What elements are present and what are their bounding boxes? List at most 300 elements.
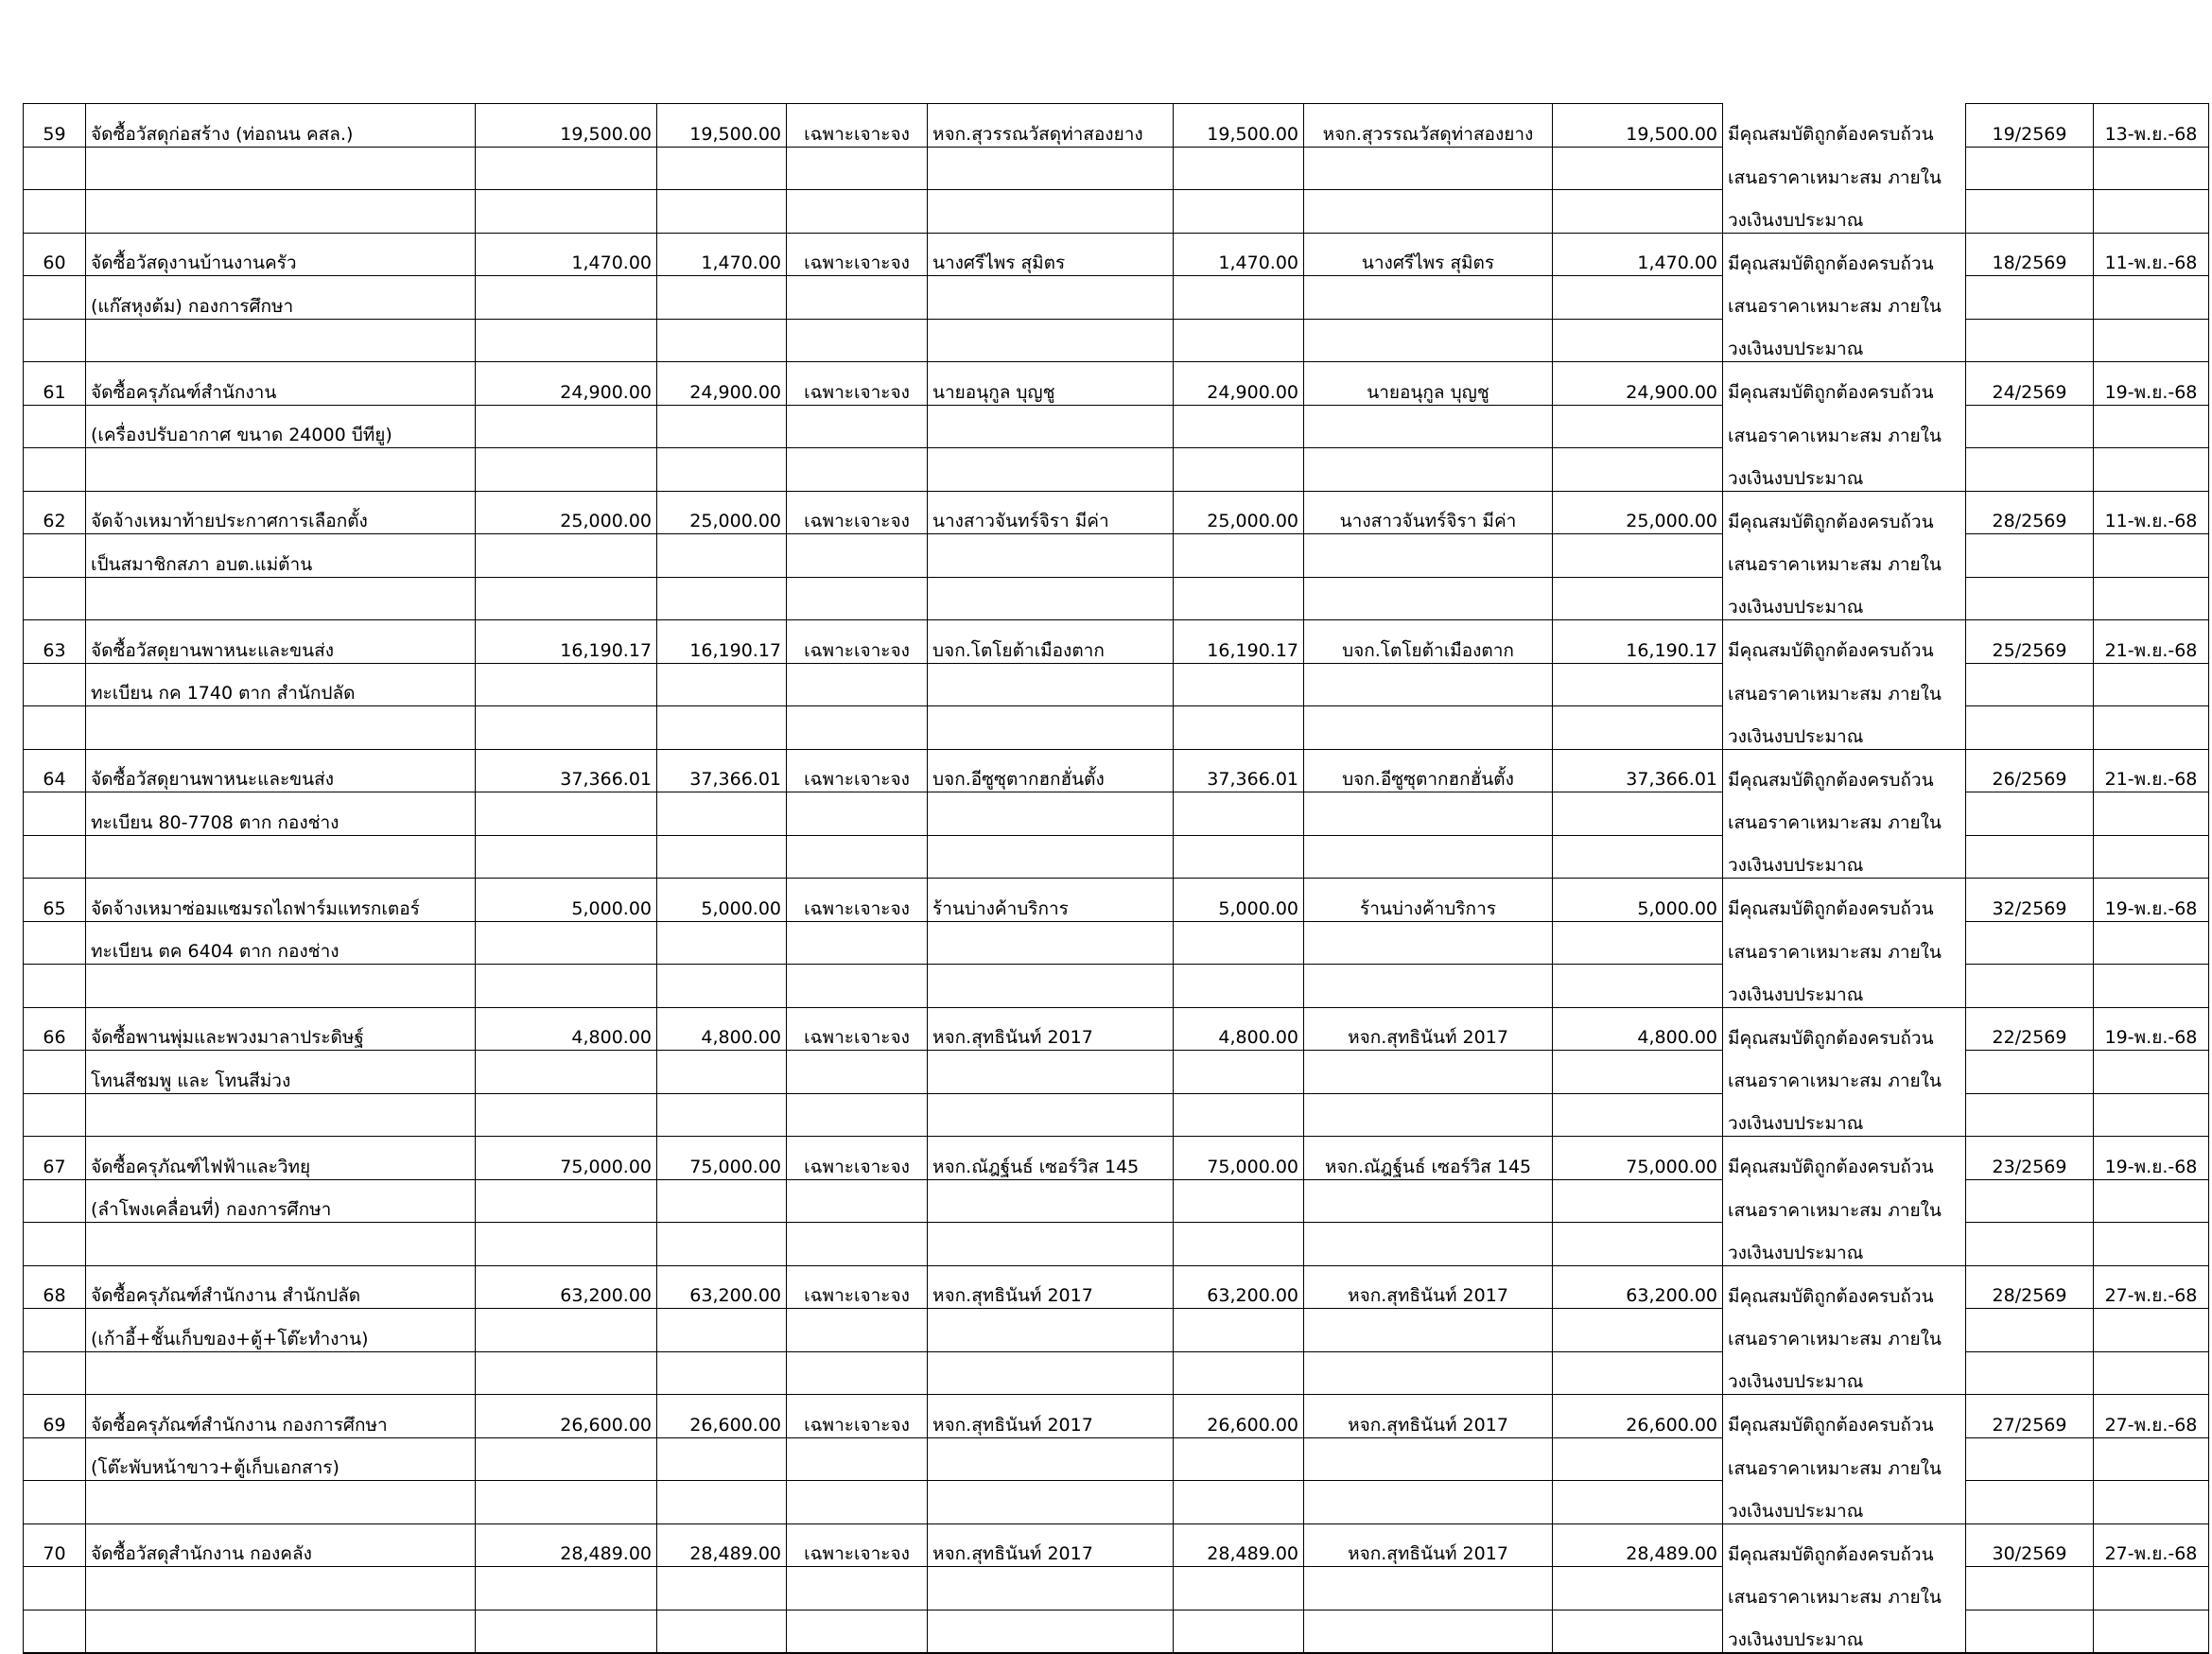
table-row (24, 577, 2209, 620)
cell-number: 63 (24, 620, 86, 664)
cell-bid-price: 4,800.00 (1174, 1007, 1304, 1051)
cell-bid-price: 28,489.00 (1174, 1523, 1304, 1567)
cell-budget (476, 706, 657, 750)
cell-bid-price (1174, 534, 1304, 578)
cell-item: เป็นสมาชิกสภา อบต.แม่ต้าน (86, 534, 476, 578)
cell-winner (1304, 190, 1553, 234)
cell-date (2094, 1481, 2209, 1524)
cell-date (2094, 1567, 2209, 1610)
cell-date (2094, 706, 2209, 750)
cell-winner (1304, 1481, 1553, 1524)
cell-remark: เสนอราคาเหมาะสม ภายใน (1723, 1179, 1966, 1223)
cell-method (787, 319, 928, 362)
cell-item: ทะเบียน 80-7708 ตาก กองช่าง (86, 792, 476, 836)
cell-budget: 26,600.00 (476, 1395, 657, 1438)
cell-winner (1304, 405, 1553, 448)
cell-remark: วงเงินงบประมาณ (1723, 1223, 1966, 1266)
cell-remark: เสนอราคาเหมาะสม ภายใน (1723, 534, 1966, 578)
cell-bid-price: 24,900.00 (1174, 362, 1304, 406)
cell-bidder (928, 147, 1174, 190)
procurement-table (23, 103, 2209, 1654)
cell-win-price: 5,000.00 (1553, 879, 1723, 922)
table-row (24, 792, 2209, 836)
cell-median-price (657, 1223, 787, 1266)
cell-median-price: 26,600.00 (657, 1395, 787, 1438)
cell-median-price: 25,000.00 (657, 491, 787, 534)
cell-budget (476, 276, 657, 320)
cell-bid-price (1174, 577, 1304, 620)
cell-winner: หจก.สุทธินันท์ 2017 (1304, 1395, 1553, 1438)
cell-win-price (1553, 1481, 1723, 1524)
cell-budget: 24,900.00 (476, 362, 657, 406)
table-row (24, 921, 2209, 965)
cell-remark: วงเงินงบประมาณ (1723, 706, 1966, 750)
cell-median-price: 1,470.00 (657, 233, 787, 276)
cell-bidder (928, 190, 1174, 234)
table-row (24, 448, 2209, 492)
cell-number: 70 (24, 1523, 86, 1567)
cell-bidder: นางศรีไพร สุมิตร (928, 233, 1174, 276)
cell-number (24, 190, 86, 234)
cell-contract-no (1966, 1223, 2094, 1266)
cell-item: จัดซื้อครุภัณฑ์สำนักงาน (86, 362, 476, 406)
cell-number (24, 835, 86, 879)
cell-remark: วงเงินงบประมาณ (1723, 1481, 1966, 1524)
cell-winner: นางศรีไพร สุมิตร (1304, 233, 1553, 276)
cell-remark: เสนอราคาเหมาะสม ภายใน (1723, 147, 1966, 190)
cell-method (787, 534, 928, 578)
cell-contract-no (1966, 1481, 2094, 1524)
cell-date (2094, 1351, 2209, 1395)
cell-median-price (657, 921, 787, 965)
cell-contract-no (1966, 1309, 2094, 1352)
cell-contract-no (1966, 1179, 2094, 1223)
cell-contract-no: 28/2569 (1966, 491, 2094, 534)
cell-budget (476, 1481, 657, 1524)
cell-winner: หจก.สุทธินันท์ 2017 (1304, 1007, 1553, 1051)
cell-budget (476, 1437, 657, 1481)
cell-date (2094, 1179, 2209, 1223)
cell-item: ทะเบียน กค 1740 ตาก สำนักปลัด (86, 663, 476, 706)
cell-median-price: 5,000.00 (657, 879, 787, 922)
cell-median-price: 4,800.00 (657, 1007, 787, 1051)
cell-remark: วงเงินงบประมาณ (1723, 577, 1966, 620)
cell-date (2094, 1309, 2209, 1352)
cell-date: 27-พ.ย.-68 (2094, 1523, 2209, 1567)
cell-win-price (1553, 1093, 1723, 1137)
cell-method (787, 1610, 928, 1653)
cell-remark: มีคุณสมบัติถูกต้องครบถ้วน (1723, 1395, 1966, 1438)
cell-remark: วงเงินงบประมาณ (1723, 1093, 1966, 1137)
cell-date (2094, 1223, 2209, 1266)
cell-bidder (928, 1051, 1174, 1094)
cell-median-price (657, 534, 787, 578)
cell-budget (476, 534, 657, 578)
cell-budget (476, 319, 657, 362)
cell-contract-no (1966, 1093, 2094, 1137)
cell-remark: มีคุณสมบัติถูกต้องครบถ้วน (1723, 491, 1966, 534)
cell-bid-price (1174, 706, 1304, 750)
cell-date (2094, 835, 2209, 879)
cell-method: เฉพาะเจาะจง (787, 1137, 928, 1180)
cell-win-price: 28,489.00 (1553, 1523, 1723, 1567)
cell-budget: 1,470.00 (476, 233, 657, 276)
cell-remark: วงเงินงบประมาณ (1723, 1351, 1966, 1395)
cell-bid-price (1174, 1223, 1304, 1266)
cell-median-price (657, 190, 787, 234)
table-row (24, 706, 2209, 750)
cell-item: จัดซื้อวัสดุก่อสร้าง (ท่อถนน คสล.) (86, 104, 476, 148)
cell-number (24, 1223, 86, 1266)
cell-budget (476, 1179, 657, 1223)
cell-winner (1304, 835, 1553, 879)
cell-contract-no: 19/2569 (1966, 104, 2094, 148)
cell-method: เฉพาะเจาะจง (787, 749, 928, 792)
cell-median-price (657, 147, 787, 190)
cell-remark: เสนอราคาเหมาะสม ภายใน (1723, 405, 1966, 448)
cell-contract-no: 25/2569 (1966, 620, 2094, 664)
cell-method: เฉพาะเจาะจง (787, 104, 928, 148)
table-row (24, 362, 2209, 406)
cell-method: เฉพาะเจาะจง (787, 491, 928, 534)
cell-win-price (1553, 577, 1723, 620)
cell-budget (476, 577, 657, 620)
cell-budget (476, 405, 657, 448)
cell-winner (1304, 1051, 1553, 1094)
cell-contract-no (1966, 835, 2094, 879)
cell-win-price: 75,000.00 (1553, 1137, 1723, 1180)
cell-median-price (657, 835, 787, 879)
cell-remark: เสนอราคาเหมาะสม ภายใน (1723, 1051, 1966, 1094)
cell-method (787, 1567, 928, 1610)
cell-bidder: บจก.อีซูซุตากฮกฮั่นตั้ง (928, 749, 1174, 792)
cell-win-price (1553, 1567, 1723, 1610)
cell-method (787, 1179, 928, 1223)
cell-median-price (657, 319, 787, 362)
table-row (24, 1610, 2209, 1653)
cell-number: 60 (24, 233, 86, 276)
cell-remark: มีคุณสมบัติถูกต้องครบถ้วน (1723, 104, 1966, 148)
cell-date (2094, 147, 2209, 190)
cell-number (24, 448, 86, 492)
cell-number (24, 1179, 86, 1223)
cell-win-price (1553, 965, 1723, 1008)
cell-bid-price: 37,366.01 (1174, 749, 1304, 792)
cell-budget (476, 921, 657, 965)
cell-winner (1304, 792, 1553, 836)
cell-method (787, 405, 928, 448)
cell-remark: มีคุณสมบัติถูกต้องครบถ้วน (1723, 362, 1966, 406)
cell-method (787, 190, 928, 234)
cell-bid-price (1174, 1051, 1304, 1094)
cell-number: 61 (24, 362, 86, 406)
cell-win-price: 16,190.17 (1553, 620, 1723, 664)
cell-item: ทะเบียน ตค 6404 ตาก กองช่าง (86, 921, 476, 965)
cell-item: (โต๊ะพับหน้าขาว+ตู้เก็บเอกสาร) (86, 1437, 476, 1481)
cell-winner (1304, 1179, 1553, 1223)
cell-contract-no (1966, 405, 2094, 448)
cell-winner (1304, 1309, 1553, 1352)
cell-bidder (928, 276, 1174, 320)
cell-contract-no (1966, 1051, 2094, 1094)
cell-date: 27-พ.ย.-68 (2094, 1395, 2209, 1438)
cell-item: จัดซื้อพานพุ่มและพวงมาลาประดิษฐ์ (86, 1007, 476, 1051)
cell-win-price: 4,800.00 (1553, 1007, 1723, 1051)
cell-number: 67 (24, 1137, 86, 1180)
table-row (24, 147, 2209, 190)
cell-contract-no (1966, 577, 2094, 620)
cell-item (86, 1351, 476, 1395)
cell-median-price (657, 405, 787, 448)
cell-bidder (928, 534, 1174, 578)
table-row (24, 233, 2209, 276)
cell-winner: บจก.โตโยต้าเมืองตาก (1304, 620, 1553, 664)
cell-date: 19-พ.ย.-68 (2094, 1007, 2209, 1051)
cell-item (86, 1093, 476, 1137)
cell-median-price (657, 1051, 787, 1094)
cell-item: (แก๊สหุงต้ม) กองการศึกษา (86, 276, 476, 320)
cell-median-price (657, 792, 787, 836)
cell-winner (1304, 1567, 1553, 1610)
cell-number (24, 965, 86, 1008)
cell-bidder (928, 405, 1174, 448)
cell-item: (เก้าอี้+ชั้นเก็บของ+ตู้+โต๊ะทำงาน) (86, 1309, 476, 1352)
table-row (24, 276, 2209, 320)
cell-median-price (657, 1093, 787, 1137)
table-row (24, 879, 2209, 922)
cell-win-price (1553, 448, 1723, 492)
cell-win-price (1553, 1223, 1723, 1266)
cell-budget (476, 835, 657, 879)
cell-median-price (657, 1481, 787, 1524)
cell-remark: มีคุณสมบัติถูกต้องครบถ้วน (1723, 233, 1966, 276)
cell-date (2094, 1051, 2209, 1094)
cell-median-price (657, 577, 787, 620)
cell-contract-no (1966, 1567, 2094, 1610)
cell-remark: วงเงินงบประมาณ (1723, 190, 1966, 234)
cell-bid-price: 75,000.00 (1174, 1137, 1304, 1180)
cell-date (2094, 965, 2209, 1008)
cell-budget (476, 190, 657, 234)
cell-budget (476, 1051, 657, 1094)
cell-item (86, 1610, 476, 1653)
cell-method (787, 706, 928, 750)
cell-winner (1304, 706, 1553, 750)
cell-win-price (1553, 319, 1723, 362)
table-row (24, 1007, 2209, 1051)
cell-contract-no: 22/2569 (1966, 1007, 2094, 1051)
cell-bidder (928, 1309, 1174, 1352)
cell-bidder: นางสาวจันทร์จิรา มีค่า (928, 491, 1174, 534)
cell-number (24, 663, 86, 706)
cell-win-price (1553, 1179, 1723, 1223)
table-row (24, 663, 2209, 706)
cell-bid-price (1174, 1351, 1304, 1395)
cell-contract-no: 26/2569 (1966, 749, 2094, 792)
table-row (24, 749, 2209, 792)
cell-item (86, 1223, 476, 1266)
cell-item (86, 448, 476, 492)
cell-contract-no (1966, 921, 2094, 965)
cell-number (24, 1481, 86, 1524)
cell-median-price: 63,200.00 (657, 1265, 787, 1309)
cell-bidder (928, 448, 1174, 492)
cell-number (24, 276, 86, 320)
cell-win-price (1553, 792, 1723, 836)
cell-budget: 37,366.01 (476, 749, 657, 792)
cell-bid-price: 16,190.17 (1174, 620, 1304, 664)
cell-budget (476, 1567, 657, 1610)
table-row (24, 1137, 2209, 1180)
cell-item: จัดจ้างเหมาท้ายประกาศการเลือกตั้ง (86, 491, 476, 534)
cell-budget (476, 448, 657, 492)
cell-bidder: หจก.สุทธินันท์ 2017 (928, 1395, 1174, 1438)
table-row (24, 405, 2209, 448)
cell-date (2094, 921, 2209, 965)
cell-budget: 4,800.00 (476, 1007, 657, 1051)
cell-contract-no: 28/2569 (1966, 1265, 2094, 1309)
cell-number (24, 1093, 86, 1137)
cell-budget (476, 1309, 657, 1352)
cell-contract-no: 18/2569 (1966, 233, 2094, 276)
cell-winner (1304, 1093, 1553, 1137)
cell-bid-price: 5,000.00 (1174, 879, 1304, 922)
cell-bid-price (1174, 319, 1304, 362)
cell-date (2094, 1610, 2209, 1653)
cell-contract-no (1966, 965, 2094, 1008)
cell-item: จัดซื้อวัสดุยานพาหนะและขนส่ง (86, 749, 476, 792)
cell-median-price: 75,000.00 (657, 1137, 787, 1180)
table-row (24, 491, 2209, 534)
cell-item (86, 577, 476, 620)
cell-bidder (928, 1610, 1174, 1653)
cell-remark: มีคุณสมบัติถูกต้องครบถ้วน (1723, 879, 1966, 922)
cell-contract-no: 30/2569 (1966, 1523, 2094, 1567)
cell-remark: เสนอราคาเหมาะสม ภายใน (1723, 1309, 1966, 1352)
cell-win-price: 24,900.00 (1553, 362, 1723, 406)
cell-bid-price: 19,500.00 (1174, 104, 1304, 148)
cell-date: 21-พ.ย.-68 (2094, 620, 2209, 664)
cell-median-price: 16,190.17 (657, 620, 787, 664)
cell-median-price (657, 1437, 787, 1481)
cell-date (2094, 190, 2209, 234)
cell-budget: 63,200.00 (476, 1265, 657, 1309)
cell-winner (1304, 276, 1553, 320)
cell-number: 66 (24, 1007, 86, 1051)
cell-contract-no (1966, 448, 2094, 492)
cell-winner (1304, 1437, 1553, 1481)
cell-median-price (657, 1610, 787, 1653)
cell-winner (1304, 577, 1553, 620)
cell-bidder (928, 792, 1174, 836)
cell-contract-no (1966, 534, 2094, 578)
cell-item (86, 965, 476, 1008)
cell-win-price: 25,000.00 (1553, 491, 1723, 534)
cell-win-price (1553, 835, 1723, 879)
cell-budget: 75,000.00 (476, 1137, 657, 1180)
cell-win-price (1553, 706, 1723, 750)
table-row (24, 1265, 2209, 1309)
cell-median-price (657, 448, 787, 492)
cell-date (2094, 792, 2209, 836)
cell-median-price: 24,900.00 (657, 362, 787, 406)
cell-number (24, 1437, 86, 1481)
cell-method (787, 276, 928, 320)
cell-median-price (657, 663, 787, 706)
cell-budget: 25,000.00 (476, 491, 657, 534)
cell-date (2094, 577, 2209, 620)
cell-method: เฉพาะเจาะจง (787, 362, 928, 406)
cell-winner: หจก.สุวรรณวัสดุท่าสองยาง (1304, 104, 1553, 148)
cell-contract-no: 23/2569 (1966, 1137, 2094, 1180)
cell-win-price (1553, 1437, 1723, 1481)
cell-bid-price (1174, 1179, 1304, 1223)
cell-bidder: นายอนุกูล บุญชู (928, 362, 1174, 406)
cell-method: เฉพาะเจาะจง (787, 1523, 928, 1567)
cell-method: เฉพาะเจาะจง (787, 620, 928, 664)
table-row (24, 1309, 2209, 1352)
cell-method (787, 1437, 928, 1481)
cell-bidder (928, 1179, 1174, 1223)
cell-method (787, 835, 928, 879)
cell-remark: เสนอราคาเหมาะสม ภายใน (1723, 1437, 1966, 1481)
cell-item: (ลำโพงเคลื่อนที่) กองการศึกษา (86, 1179, 476, 1223)
cell-date (2094, 534, 2209, 578)
cell-number (24, 1051, 86, 1094)
cell-method (787, 1351, 928, 1395)
table-row (24, 1223, 2209, 1266)
cell-winner (1304, 663, 1553, 706)
cell-date (2094, 448, 2209, 492)
cell-bidder (928, 835, 1174, 879)
cell-number: 68 (24, 1265, 86, 1309)
cell-win-price (1553, 921, 1723, 965)
cell-bid-price (1174, 1437, 1304, 1481)
cell-number (24, 1309, 86, 1352)
cell-contract-no: 27/2569 (1966, 1395, 2094, 1438)
cell-bid-price (1174, 965, 1304, 1008)
cell-budget (476, 1093, 657, 1137)
cell-win-price (1553, 147, 1723, 190)
cell-winner (1304, 147, 1553, 190)
cell-bidder (928, 1223, 1174, 1266)
cell-item (86, 190, 476, 234)
table-row (24, 965, 2209, 1008)
cell-budget: 5,000.00 (476, 879, 657, 922)
cell-remark: วงเงินงบประมาณ (1723, 965, 1966, 1008)
cell-winner: ร้านบ่างค้าบริการ (1304, 879, 1553, 922)
cell-bidder: บจก.โตโยต้าเมืองตาก (928, 620, 1174, 664)
cell-winner: หจก.ณัฎฐ์นธ์ เซอร์วิส 145 (1304, 1137, 1553, 1180)
cell-remark: มีคุณสมบัติถูกต้องครบถ้วน (1723, 1007, 1966, 1051)
cell-number (24, 405, 86, 448)
cell-item: จัดซื้อครุภัณฑ์สำนักงาน สำนักปลัด (86, 1265, 476, 1309)
cell-number (24, 319, 86, 362)
cell-remark: มีคุณสมบัติถูกต้องครบถ้วน (1723, 1523, 1966, 1567)
cell-date (2094, 1437, 2209, 1481)
cell-remark: เสนอราคาเหมาะสม ภายใน (1723, 663, 1966, 706)
cell-win-price (1553, 190, 1723, 234)
table-row (24, 190, 2209, 234)
cell-method (787, 448, 928, 492)
table-row (24, 620, 2209, 664)
cell-bid-price (1174, 276, 1304, 320)
cell-contract-no (1966, 1437, 2094, 1481)
cell-number: 64 (24, 749, 86, 792)
cell-bidder (928, 706, 1174, 750)
table-row (24, 1093, 2209, 1137)
cell-winner: บจก.อีซูซุตากฮกฮั่นตั้ง (1304, 749, 1553, 792)
